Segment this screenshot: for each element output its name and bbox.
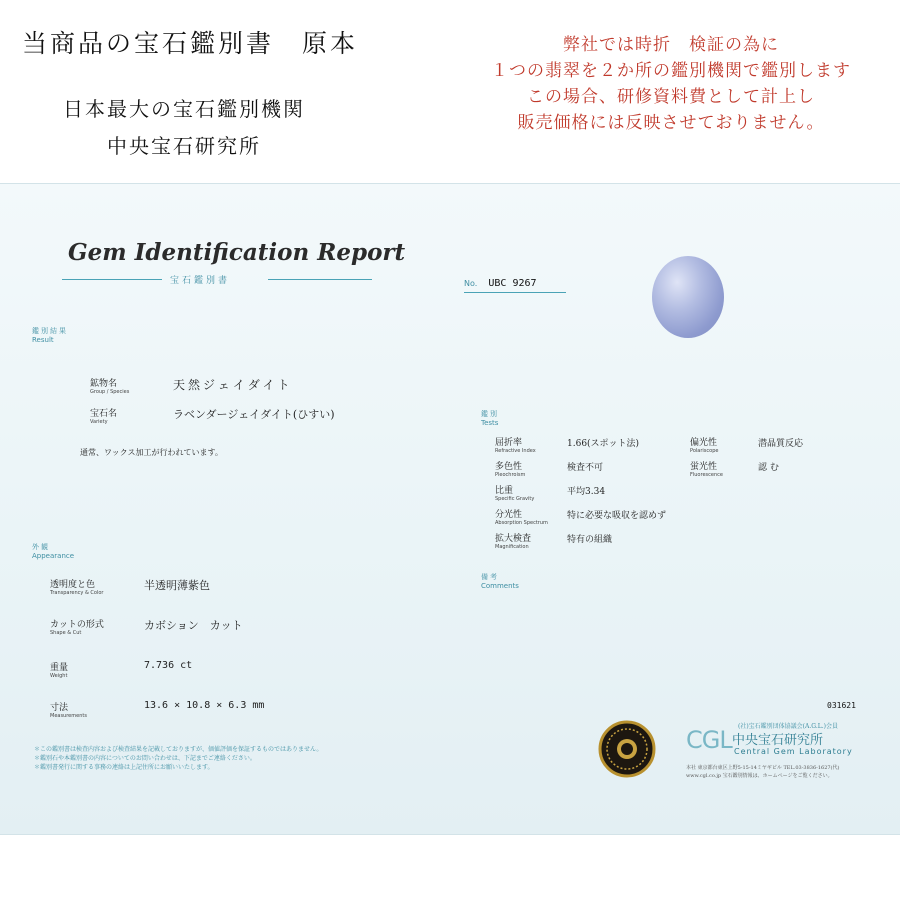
- species-value: 天然ジェイダイト: [173, 378, 293, 392]
- species-label-en: Group / Species: [90, 389, 130, 395]
- notice-text: [436, 32, 900, 136]
- notice-line-3: この場合、研修資料費として計上し: [527, 87, 815, 107]
- appearance-value: 13.6 × 10.8 × 6.3 mm: [144, 700, 265, 711]
- report-card: [0, 183, 900, 835]
- appearance-label-en: Measurements: [50, 713, 87, 719]
- appearance-value: 7.736 ct: [144, 660, 193, 671]
- header-title: 当商品の宝石鑑別書 原本: [22, 29, 359, 58]
- test-label-en: Pleochroism: [495, 472, 526, 478]
- gold-seal-icon: [598, 716, 656, 782]
- test-label-jp: 拡大検査: [495, 534, 532, 544]
- appearance-row: [50, 700, 87, 719]
- side-row: [690, 435, 718, 454]
- result-heading: [32, 326, 68, 344]
- result-heading-jp: 鑑別結果: [32, 327, 68, 335]
- appearance-row: [50, 660, 68, 679]
- test-value: 特に必要な吸収を認めず: [567, 511, 667, 521]
- result-note: 通常、ワックス加工が行われています。: [80, 448, 223, 457]
- appearance-value: 半透明薄紫色: [144, 579, 210, 592]
- footnotes: [34, 745, 322, 772]
- species-label: [90, 376, 129, 395]
- species-label-jp: 鉱物名: [90, 379, 118, 389]
- tests-heading-jp: 鑑別: [481, 410, 499, 418]
- variety-label: [90, 406, 117, 425]
- appearance-label-jp: 透明度と色: [50, 580, 96, 590]
- test-label-en: Specific Gravity: [495, 496, 535, 502]
- test-value: 特有の組織: [567, 535, 613, 545]
- test-value: 1.66(スポット法): [567, 439, 640, 449]
- test-row: [495, 483, 534, 502]
- appearance-label-jp: カットの形式: [50, 620, 104, 630]
- side-label-jp: 偏光性: [690, 438, 718, 448]
- appearance-value: カボション カット: [144, 619, 243, 632]
- appearance-heading-en: Appearance: [32, 552, 75, 560]
- appearance-label-jp: 重量: [50, 663, 69, 673]
- report-title: Gem Identification Report: [68, 239, 406, 266]
- footnote-line: ＊鑑別石や本鑑別書の内容についてのお問い合わせは、下記までご連絡ください。: [34, 755, 256, 762]
- variety-label-en: Variety: [90, 419, 108, 425]
- appearance-row: [50, 577, 103, 596]
- title-rule-right: [268, 279, 372, 280]
- test-row: [495, 507, 548, 526]
- test-label-en: Magnification: [495, 544, 529, 550]
- side-row: [690, 459, 723, 478]
- tests-heading: [481, 409, 499, 427]
- lab-name-en: Central Gem Laboratory: [734, 747, 853, 756]
- test-value: 検査不可: [567, 463, 604, 473]
- notice-line-1: 弊社では時折 検証の為に: [563, 35, 779, 55]
- lab-name-jp: 中央宝石研究所: [732, 733, 824, 748]
- lab-address: 本社 東京都台東区上野5-15-14ミヤギビル TEL.03-3836-1627(代): [686, 765, 840, 771]
- test-row: [495, 435, 536, 454]
- variety-label-jp: 宝石名: [90, 409, 118, 419]
- side-value: 認 む: [758, 463, 779, 473]
- serial-number: 031621: [827, 701, 856, 710]
- test-row: [495, 531, 531, 550]
- side-label-en: Polariscope: [690, 448, 719, 454]
- side-label-en: Fluorescence: [690, 472, 723, 478]
- side-label-jp: 蛍光性: [690, 462, 718, 472]
- notice-line-4: 販売価格には反映させておりません。: [517, 113, 825, 133]
- appearance-heading-jp: 外観: [32, 543, 50, 551]
- test-label-en: Absorption Spectrum: [495, 520, 548, 526]
- gemstone-photo: [652, 256, 724, 338]
- number-label: No.: [464, 279, 478, 288]
- appearance-label-jp: 寸法: [50, 703, 69, 713]
- footnote-line: ＊鑑別書発行に関する事務の連絡は上記住所にお願いいたします。: [34, 764, 214, 771]
- test-value: 平均3.34: [567, 487, 606, 497]
- test-label-jp: 多色性: [495, 462, 523, 472]
- variety-value: ラベンダージェイダイト(ひすい): [173, 408, 335, 421]
- test-label-en: Refractive Index: [495, 448, 536, 454]
- comments-heading: [481, 572, 519, 590]
- cgl-logo: CGL: [686, 726, 732, 754]
- tests-heading-en: Tests: [481, 419, 499, 427]
- comments-heading-en: Comments: [481, 582, 519, 590]
- test-label-jp: 分光性: [495, 510, 523, 520]
- side-value: 潜晶質反応: [758, 439, 804, 449]
- title-rule-left: [62, 279, 162, 280]
- test-label-jp: 比重: [495, 486, 514, 496]
- appearance-row: [50, 617, 104, 636]
- header-org: [34, 91, 334, 165]
- lab-website: www.cgl.co.jp 宝石鑑別情報は、ホームページをご覧ください。: [686, 773, 833, 779]
- result-heading-en: Result: [32, 336, 54, 344]
- comments-heading-jp: 備考: [481, 573, 499, 581]
- appearance-label-en: Transparency & Color: [50, 590, 104, 596]
- org-line-1: 日本最大の宝石鑑別機関: [63, 97, 305, 121]
- appearance-heading: [32, 542, 74, 560]
- test-label-jp: 屈折率: [495, 438, 523, 448]
- org-line-2: 中央宝石研究所: [107, 134, 261, 158]
- appearance-label-en: Weight: [50, 673, 68, 679]
- number-value: UBC 9267: [488, 278, 537, 289]
- footnote-line: ＊この鑑別書は検査内容および検査結果を記載しておりますが、価値評価を保証するものではありません。: [34, 746, 323, 753]
- appearance-label-en: Shape & Cut: [50, 630, 82, 636]
- test-row: [495, 459, 525, 478]
- lab-association: (社)宝石鑑別団体協議会(A.G.L.)会員: [738, 723, 838, 730]
- report-number: [464, 271, 566, 293]
- report-subtitle: 宝石鑑別書: [170, 276, 231, 286]
- notice-line-2: １つの翡翠を２か所の鑑別機関で鑑別します: [491, 61, 851, 81]
